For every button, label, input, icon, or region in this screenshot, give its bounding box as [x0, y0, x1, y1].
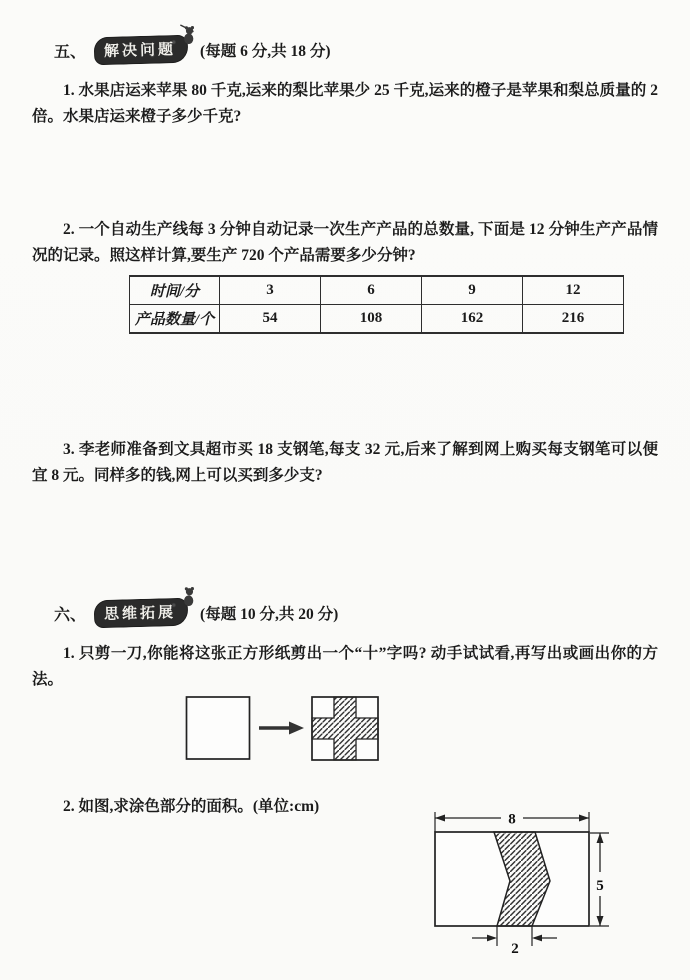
table-cell: 12 [523, 276, 624, 305]
section5-badge-label: 解决问题 [103, 42, 177, 60]
square-to-cross-diagram [185, 695, 385, 763]
s5-question-2: 2. 一个自动生产线每 3 分钟自动记录一次生产产品的总数量, 下面是 12 分钟生产产品情况的记录。照这样计算,要生产 720 个产品需要多少分钟? [32, 221, 658, 264]
square-to-cross-figure [185, 695, 658, 768]
dim-label-height: 5 [596, 878, 604, 894]
section5-header [54, 34, 658, 66]
section6-number: 六、 [54, 606, 87, 624]
answer-space [32, 130, 658, 205]
table-cell: 162 [422, 305, 523, 334]
table-cell: 54 [220, 305, 321, 334]
dim-label-width: 8 [508, 811, 516, 828]
section5-score-note: (每题 6 分,共 18 分) [200, 43, 331, 60]
table-cell: 3 [220, 276, 321, 305]
table-cell: 9 [422, 276, 523, 305]
s5-question-1: 1. 水果店运来苹果 80 千克,运来的梨比苹果少 25 千克,运来的橙子是苹果和梨总质量的 2 倍。水果店运来橙子多少千克? [32, 82, 658, 125]
section5-badge [94, 35, 189, 65]
dim-label-band: 2 [511, 941, 519, 956]
table-cell: 216 [523, 305, 624, 334]
cross-cut-square [312, 697, 378, 760]
shaded-area-figure [422, 806, 658, 961]
shaded-area-diagram [422, 806, 622, 956]
table-header-time: 时间/分 [130, 276, 220, 305]
section5-number: 五、 [54, 43, 87, 61]
section6-badge [94, 598, 189, 628]
s6-question-1: 1. 只剪一刀,你能将这张正方形纸剪出一个“十”字吗? 动手试试看,再写出或画出你的方法。 [32, 645, 658, 688]
answer-space [32, 489, 658, 597]
table-cell: 6 [321, 276, 422, 305]
table-row [130, 276, 624, 305]
dimension-height [590, 833, 609, 926]
section6-score-note: (每题 10 分,共 20 分) [200, 606, 339, 623]
badge-mascot-icon [177, 586, 198, 609]
production-table [129, 275, 624, 334]
section6-badge-label: 思维拓展 [103, 605, 177, 623]
s5-question-3: 3. 李老师准备到文具超市买 18 支钢笔,每支 32 元,后来了解到网上购买每支钢笔可以便宜 8 元。同样多的钱,网上可以买到多少支? [32, 441, 658, 484]
plain-square [187, 697, 250, 759]
answer-space [32, 334, 658, 425]
table-header-quantity: 产品数量/个 [130, 305, 220, 334]
table-row [130, 305, 624, 334]
badge-mascot-icon [177, 23, 198, 46]
dimension-band [472, 926, 557, 956]
table-cell: 108 [321, 305, 422, 334]
section6-header [54, 597, 658, 629]
arrow-right-icon [259, 722, 304, 735]
s6-question-2: 2. 如图,求涂色部分的面积。(单位:cm) [63, 798, 320, 815]
dimension-width [435, 812, 589, 833]
